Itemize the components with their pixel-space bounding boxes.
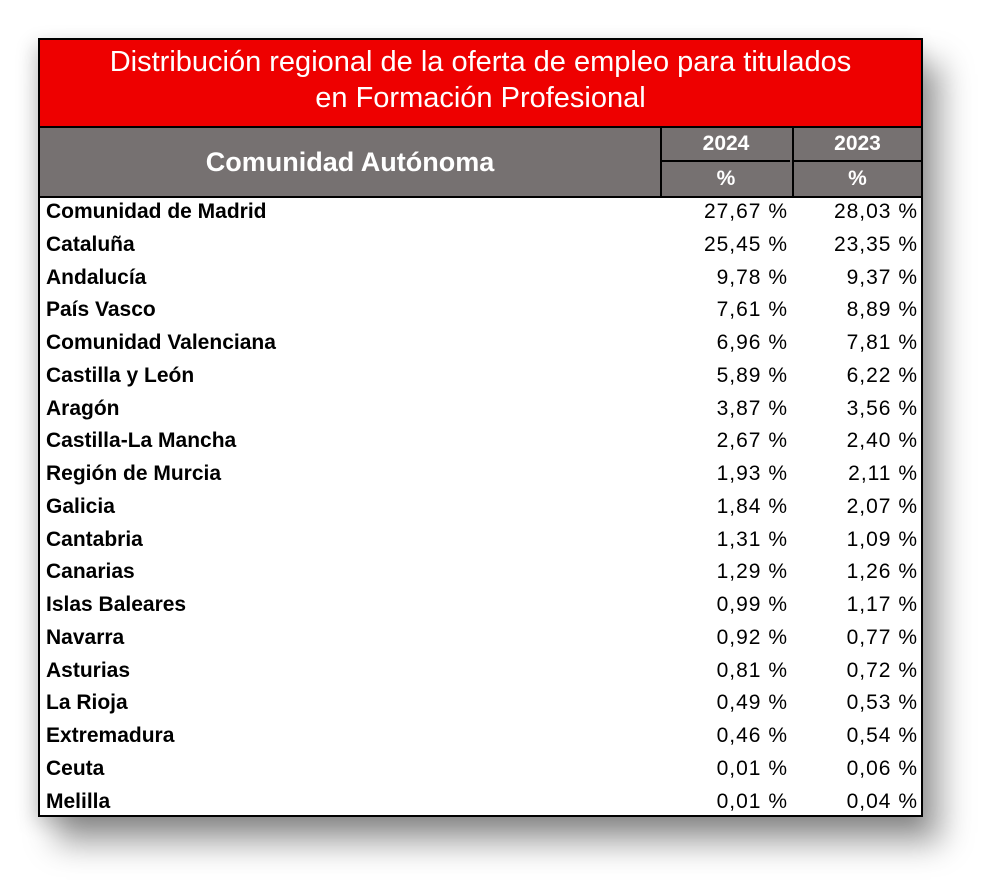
table-header — [40, 128, 921, 198]
table-row — [40, 755, 921, 788]
region-name: Navarra — [46, 625, 125, 649]
value-2024: 2,67 % — [716, 429, 788, 453]
value-2023: 9,37 % — [846, 265, 918, 289]
table-row — [40, 689, 921, 722]
value-2023: 0,53 % — [846, 691, 918, 715]
region-name: Aragón — [46, 396, 120, 420]
region-name: Cantabria — [46, 527, 143, 551]
region-name: Comunidad Valenciana — [46, 331, 276, 354]
unit-2024-header: % — [660, 162, 790, 196]
region-name: Extremadura — [46, 724, 175, 747]
value-2023: 2,07 % — [846, 494, 918, 518]
table-row — [40, 329, 921, 362]
value-2024: 1,29 % — [716, 560, 788, 584]
table-row — [40, 395, 921, 428]
region-name: Ceuta — [46, 756, 105, 780]
value-2023: 23,35 % — [833, 232, 918, 256]
table-title — [40, 40, 921, 128]
employment-table-card — [38, 38, 923, 817]
year-2024-header: 2024 — [660, 128, 790, 162]
value-2023: 2,11 % — [848, 462, 918, 485]
value-2023: 8,89 % — [846, 298, 918, 322]
region-name: La Rioja — [46, 691, 128, 715]
value-2023: 0,06 % — [846, 756, 918, 780]
region-name: Comunidad de Madrid — [46, 200, 267, 223]
value-2024: 27,67 % — [703, 200, 788, 223]
region-name: Canarias — [46, 560, 135, 584]
region-name: Andalucía — [46, 265, 147, 289]
value-2024: 0,01 % — [716, 789, 788, 813]
value-2023: 0,72 % — [846, 658, 918, 682]
region-name: Islas Baleares — [46, 593, 187, 616]
value-2024: 6,96 % — [716, 331, 788, 354]
region-name: Melilla — [46, 789, 111, 813]
value-2023: 1,26 % — [846, 560, 918, 584]
value-2024: 0,01 % — [716, 756, 788, 780]
region-name: Castilla y León — [46, 363, 195, 387]
table-row — [40, 264, 921, 297]
region-name: País Vasco — [46, 298, 156, 322]
value-2023: 3,56 % — [846, 396, 918, 420]
unit-2023-header: % — [792, 162, 921, 196]
value-2024: 9,78 % — [716, 265, 788, 289]
table-body — [40, 198, 921, 820]
value-2024: 5,89 % — [716, 363, 788, 387]
table-row — [40, 198, 921, 231]
table-title-line2: en Formación Profesional — [315, 82, 646, 114]
value-2024: 0,81 % — [716, 658, 788, 682]
table-row — [40, 460, 921, 493]
table-title-line1: Distribución regional de la oferta de empleo para titulados — [109, 46, 852, 78]
table-row — [40, 788, 921, 821]
table-row — [40, 657, 921, 690]
value-2023: 2,40 % — [846, 429, 918, 453]
value-2023: 7,81 % — [846, 331, 918, 354]
value-2024: 25,45 % — [703, 232, 788, 256]
value-2024: 0,46 % — [716, 724, 788, 747]
table-row — [40, 231, 921, 264]
region-column-header: Comunidad Autónoma — [205, 146, 495, 177]
table-row — [40, 296, 921, 329]
value-2023: 1,09 % — [846, 527, 918, 551]
value-2024: 7,61 % — [716, 298, 788, 322]
value-2024: 1,31 % — [716, 527, 788, 551]
table-row — [40, 493, 921, 526]
value-2024: 3,87 % — [716, 396, 788, 420]
table-row — [40, 362, 921, 395]
value-2024: 1,84 % — [716, 494, 788, 518]
region-name: Región de Murcia — [46, 462, 222, 485]
region-name: Castilla-La Mancha — [46, 429, 237, 453]
table-row — [40, 526, 921, 559]
table-row — [40, 427, 921, 460]
value-2023: 1,17 % — [846, 593, 918, 616]
region-name: Cataluña — [46, 232, 135, 256]
value-2023: 0,77 % — [846, 625, 918, 649]
value-2023: 6,22 % — [846, 363, 918, 387]
table-row — [40, 624, 921, 657]
region-name: Asturias — [46, 658, 131, 682]
region-name: Galicia — [46, 494, 115, 518]
value-2023: 0,04 % — [846, 789, 918, 813]
value-2024: 0,99 % — [716, 593, 788, 616]
value-2024: 1,93 % — [716, 462, 788, 485]
value-2024: 0,49 % — [716, 691, 788, 715]
value-2023: 0,54 % — [846, 724, 918, 747]
value-2023: 28,03 % — [833, 200, 918, 223]
table-row — [40, 558, 921, 591]
table-row — [40, 722, 921, 755]
value-2024: 0,92 % — [716, 625, 788, 649]
table-row — [40, 591, 921, 624]
year-2023-header: 2023 — [792, 128, 921, 162]
